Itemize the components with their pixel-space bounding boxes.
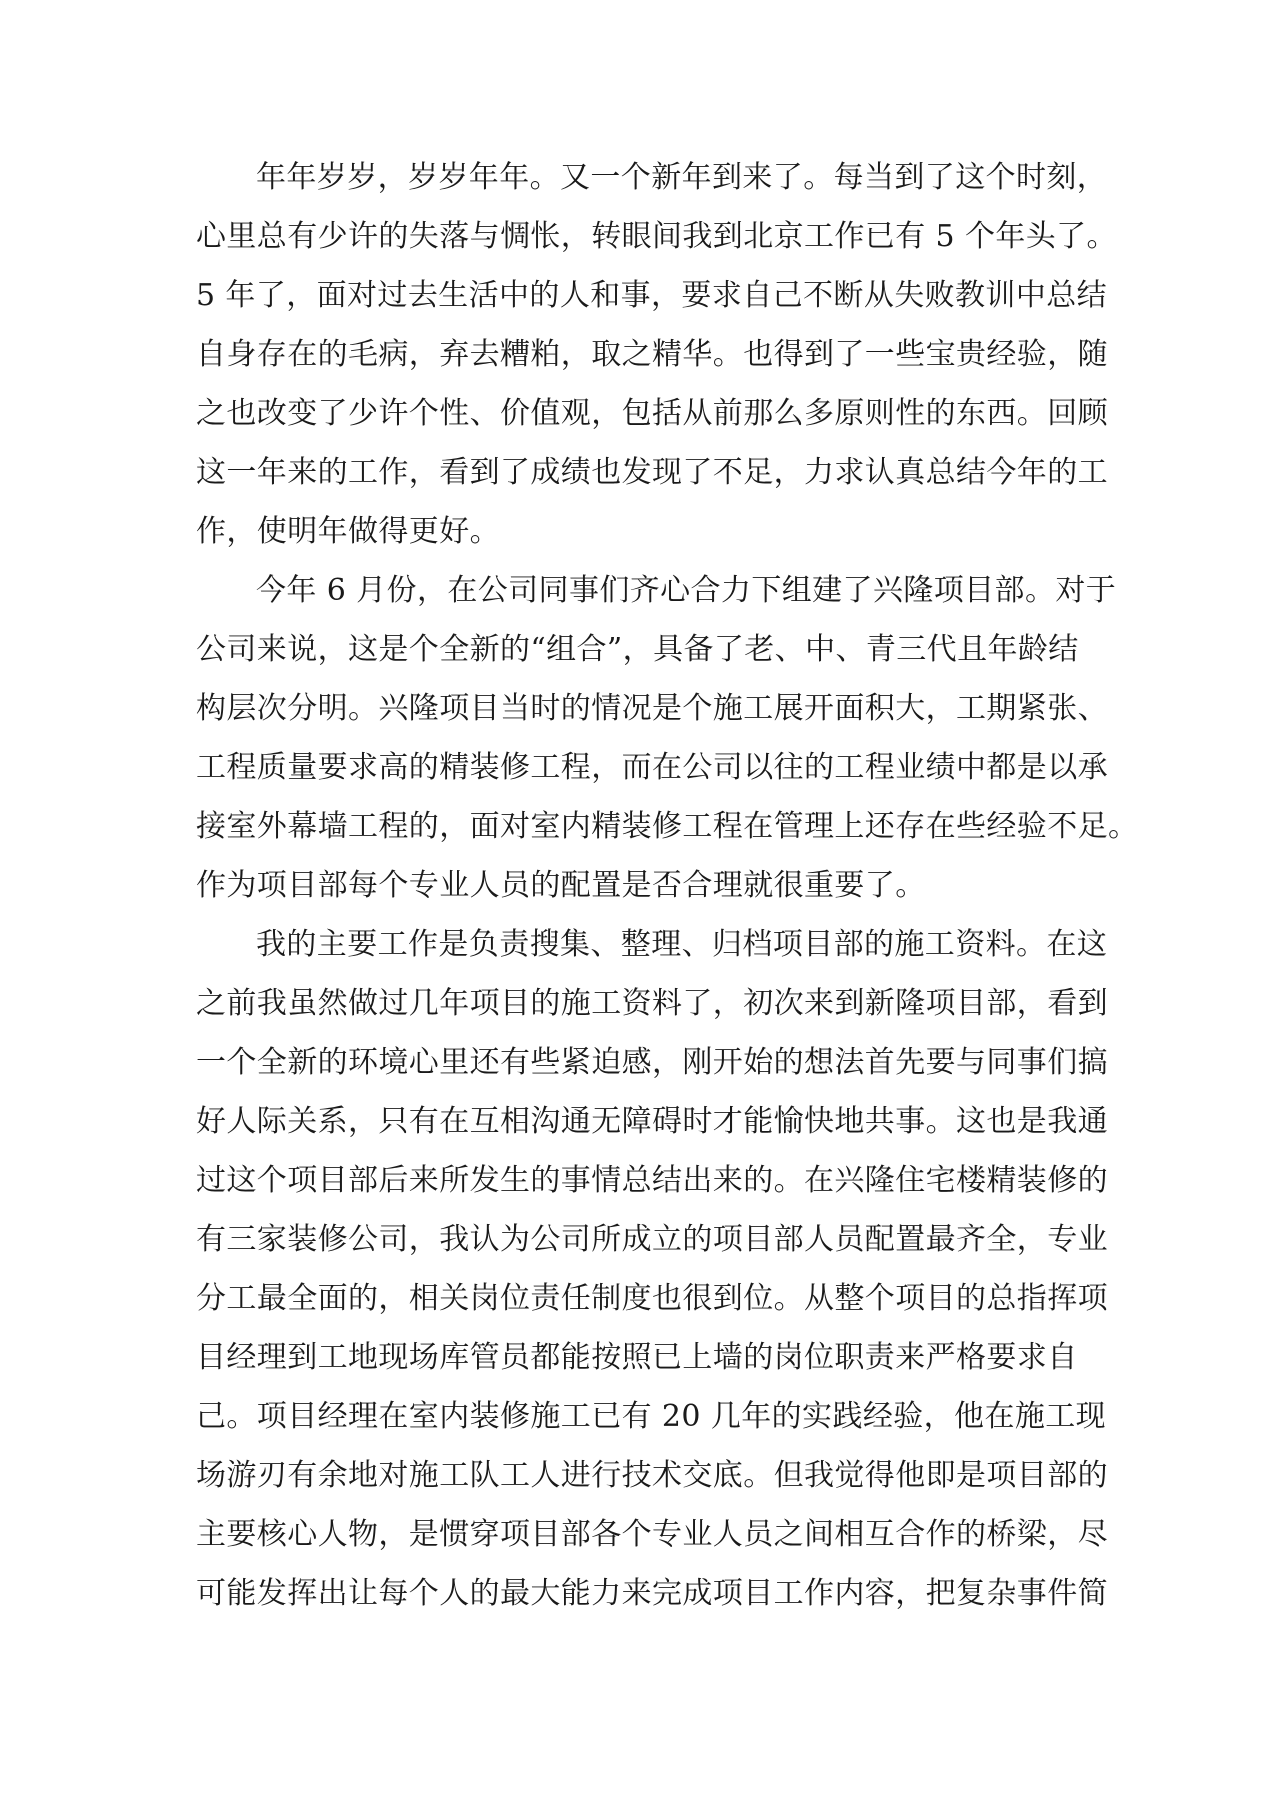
text-line: 过这个项目部后来所发生的事情总结出来的。在兴隆住宅楼精装修的: [196, 1163, 1108, 1198]
text-line: 构层次分明。兴隆项目当时的情况是个施工展开面积大，工期紧张、: [196, 691, 1108, 726]
text-line: 年年岁岁，岁岁年年。又一个新年到来了。每当到了这个时刻，: [256, 160, 1108, 195]
text-line: 之前我虽然做过几年项目的施工资料了，初次来到新隆项目部，看到: [196, 986, 1108, 1021]
paragraph-3: [196, 915, 1108, 1623]
text-line: 5 年了，面对过去生活中的人和事，要求自己不断从失败教训中总结: [196, 278, 1108, 313]
paragraph-2: [196, 561, 1139, 915]
text-line: 公司来说，这是个全新的“组合”，具备了老、中、青三代且年龄结: [196, 632, 1079, 667]
text-line: 己。项目经理在室内装修施工已有 20 几年的实践经验，他在施工现: [196, 1399, 1107, 1434]
text-line: 可能发挥出让每个人的最大能力来完成项目工作内容，把复杂事件简: [196, 1576, 1108, 1611]
paragraph-1: [196, 148, 1117, 561]
document-body: [196, 148, 1139, 1623]
text-line: 自身存在的毛病，弃去糟粕，取之精华。也得到了一些宝贵经验，随: [196, 337, 1108, 372]
text-line: 我的主要工作是负责搜集、整理、归档项目部的施工资料。在这: [256, 927, 1108, 962]
text-line: 有三家装修公司，我认为公司所成立的项目部人员配置最齐全，专业: [196, 1222, 1108, 1257]
text-line: 作为项目部每个专业人员的配置是否合理就很重要了。: [196, 868, 926, 903]
text-line: 场游刃有余地对施工队工人进行技术交底。但我觉得他即是项目部的: [196, 1458, 1108, 1493]
text-line: 接室外幕墙工程的，面对室内精装修工程在管理上还存在些经验不足。: [196, 809, 1139, 844]
text-line: 好人际关系，只有在互相沟通无障碍时才能愉快地共事。这也是我通: [196, 1104, 1108, 1139]
text-line: 心里总有少许的失落与惆怅，转眼间我到北京工作已有 5 个年头了。: [196, 219, 1117, 254]
text-line: 这一年来的工作，看到了成绩也发现了不足，力求认真总结今年的工: [196, 455, 1108, 490]
text-line: 目经理到工地现场库管员都能按照已上墙的岗位职责来严格要求自: [196, 1340, 1078, 1375]
text-line: 工程质量要求高的精装修工程，而在公司以往的工程业绩中都是以承: [196, 750, 1108, 785]
text-line: 一个全新的环境心里还有些紧迫感，刚开始的想法首先要与同事们搞: [196, 1045, 1108, 1080]
text-line: 作，使明年做得更好。: [196, 514, 500, 549]
text-line: 主要核心人物，是惯穿项目部各个专业人员之间相互合作的桥梁，尽: [196, 1517, 1108, 1552]
text-line: 分工最全面的，相关岗位责任制度也很到位。从整个项目的总指挥项: [196, 1281, 1108, 1316]
text-line: 之也改变了少许个性、价值观，包括从前那么多原则性的东西。回顾: [196, 396, 1108, 431]
text-line: 今年 6 月份，在公司同事们齐心合力下组建了兴隆项目部。对于: [256, 573, 1117, 608]
